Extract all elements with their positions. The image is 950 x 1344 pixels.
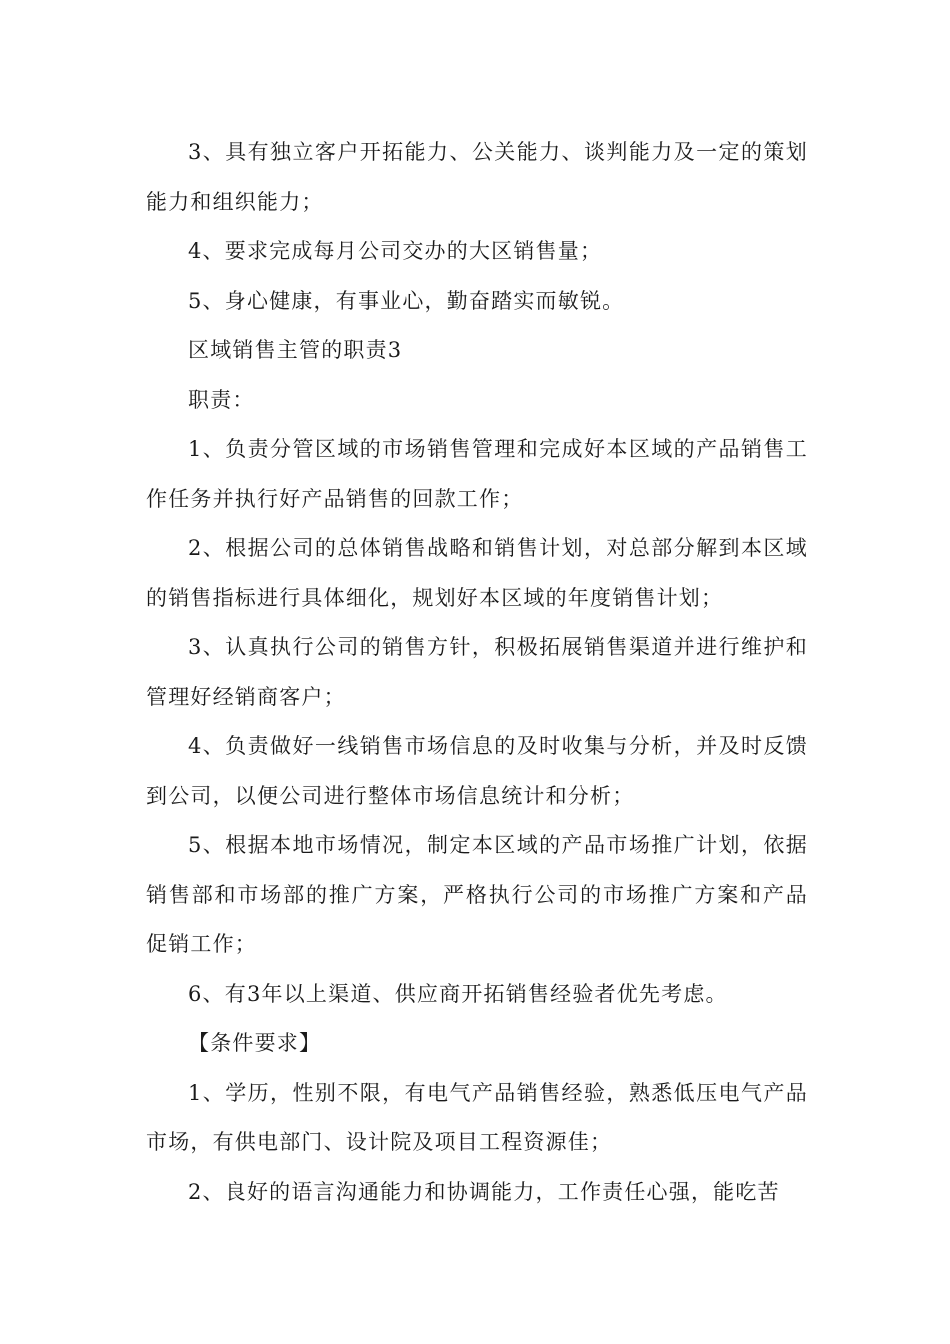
- paragraph-requirement-5: 5、身心健康，有事业心，勤奋踏实而敏锐。: [188, 288, 625, 313]
- document-body: [146, 128, 808, 1217]
- paragraph-duty-2: 2、根据公司的总体销售战略和销售计划，对总部分解到本区域的销售指标进行具体细化，规划好本区域的年度销售计划；: [146, 536, 808, 610]
- duties-label: 职责：: [188, 387, 255, 412]
- paragraph-duty-5: 5、根据本地市场情况，制定本区域的产品市场推广计划，依据销售部和市场部的推广方案，严格执行公司的市场推广方案和产品促销工作；: [146, 833, 808, 956]
- paragraph-duty-1: 1、负责分管区域的市场销售管理和完成好本区域的产品销售工作任务并执行好产品销售的回款工作；: [146, 437, 808, 511]
- conditions-heading: 【条件要求】: [188, 1031, 322, 1055]
- section-heading: 区域销售主管的职责3: [188, 338, 403, 362]
- paragraph-requirement-3: 3、具有独立客户开拓能力、公关能力、谈判能力及一定的策划能力和组织能力；: [146, 140, 808, 214]
- paragraph-duty-3: 3、认真执行公司的销售方针，积极拓展销售渠道并进行维护和管理好经销商客户；: [146, 635, 808, 709]
- paragraph-duty-4: 4、负责做好一线销售市场信息的及时收集与分析，并及时反馈到公司，以便公司进行整体市场信息统计和分析；: [146, 734, 808, 808]
- paragraph-requirement-4: 4、要求完成每月公司交办的大区销售量；: [188, 239, 603, 263]
- paragraph-duty-6: 6、有3年以上渠道、供应商开拓销售经验者优先考虑。: [188, 981, 728, 1006]
- paragraph-condition-1: 1、学历，性别不限，有电气产品销售经验，熟悉低压电气产品市场，有供电部门、设计院及项目工程资源佳；: [146, 1080, 808, 1154]
- paragraph-condition-2: 2、良好的语言沟通能力和协调能力，工作责任心强，能吃苦: [188, 1179, 780, 1204]
